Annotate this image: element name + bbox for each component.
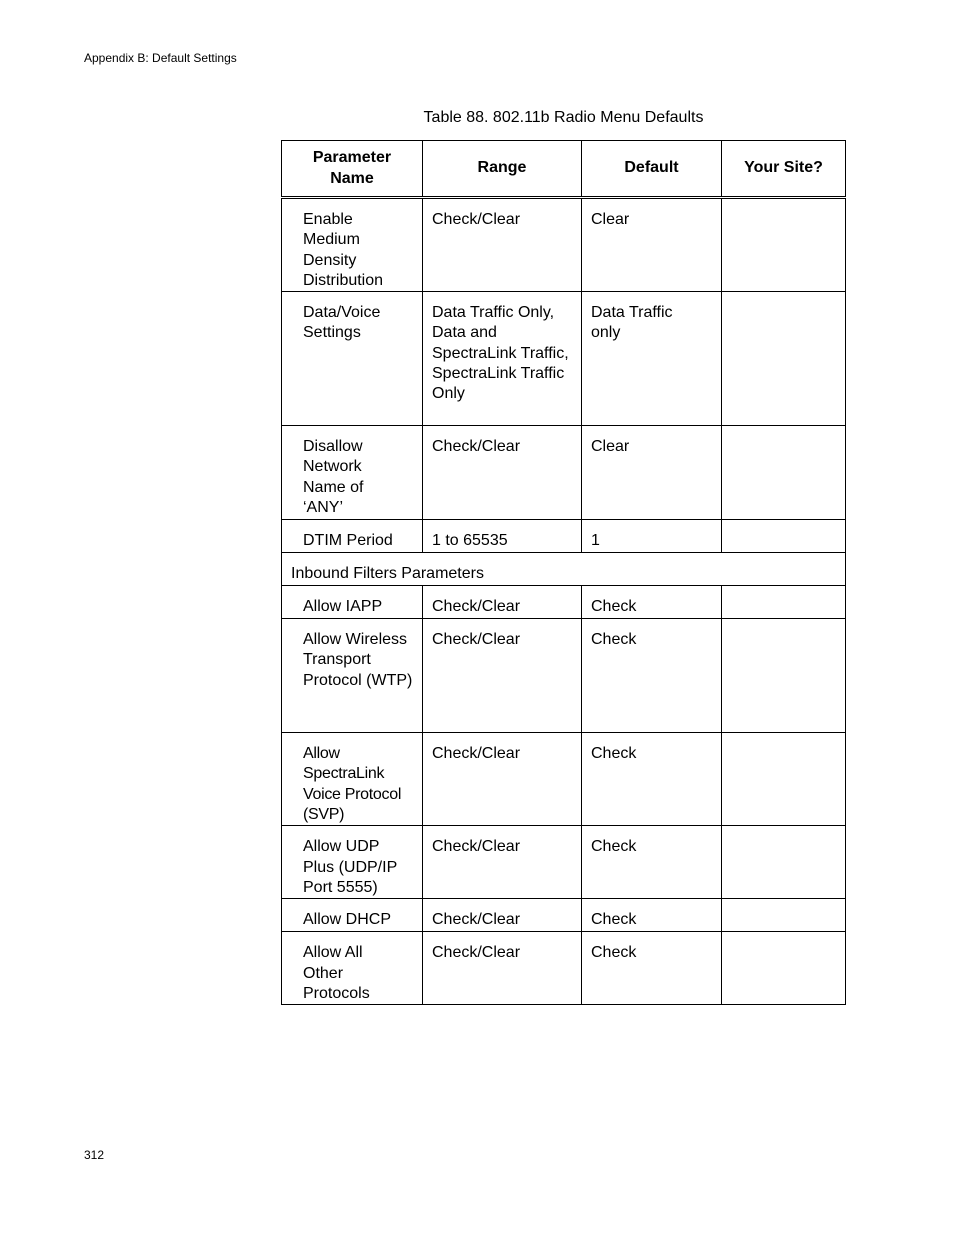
column-header-default: Default bbox=[582, 141, 722, 198]
cell-parameter-name: Allow SpectraLink Voice Protocol (SVP) bbox=[282, 733, 423, 826]
cell-default: Check bbox=[582, 826, 722, 899]
table-row bbox=[282, 520, 846, 553]
cell-default: Clear bbox=[582, 198, 722, 292]
cell-parameter-name: DTIM Period bbox=[282, 520, 423, 553]
cell-range: Check/Clear bbox=[423, 426, 582, 520]
column-header-range: Range bbox=[423, 141, 582, 198]
table-row bbox=[282, 198, 846, 292]
table-row bbox=[282, 426, 846, 520]
cell-your-site bbox=[722, 932, 846, 1005]
page-number: 312 bbox=[84, 1148, 105, 1162]
cell-default: Clear bbox=[582, 426, 722, 520]
cell-parameter-name: Allow UDP Plus (UDP/IP Port 5555) bbox=[282, 826, 423, 899]
cell-your-site bbox=[722, 520, 846, 553]
table-row bbox=[282, 899, 846, 932]
cell-parameter-name: Allow All Other Protocols bbox=[282, 932, 423, 1005]
cell-range: Check/Clear bbox=[423, 198, 582, 292]
cell-your-site bbox=[722, 899, 846, 932]
cell-parameter-name: Allow DHCP bbox=[282, 899, 423, 932]
table-row bbox=[282, 826, 846, 899]
cell-default: Check bbox=[582, 899, 722, 932]
column-header-parameter-name: Parameter Name bbox=[282, 141, 423, 198]
cell-your-site bbox=[722, 619, 846, 733]
cell-default: Check bbox=[582, 586, 722, 619]
table-section-row bbox=[282, 553, 846, 586]
cell-range: 1 to 65535 bbox=[423, 520, 582, 553]
cell-default: Check bbox=[582, 733, 722, 826]
cell-your-site bbox=[722, 586, 846, 619]
table-row bbox=[282, 733, 846, 826]
cell-range: Check/Clear bbox=[423, 619, 582, 733]
cell-your-site bbox=[722, 198, 846, 292]
table-body bbox=[282, 198, 846, 1005]
cell-range: Check/Clear bbox=[423, 899, 582, 932]
cell-default: Check bbox=[582, 619, 722, 733]
cell-parameter-name: Allow Wireless Transport Protocol (WTP) bbox=[282, 619, 423, 733]
column-header-your-site: Your Site? bbox=[722, 141, 846, 198]
cell-parameter-name: Allow IAPP bbox=[282, 586, 423, 619]
table-row bbox=[282, 292, 846, 426]
cell-parameter-name: Enable Medium Density Distribution bbox=[282, 198, 423, 292]
cell-your-site bbox=[722, 292, 846, 426]
cell-default: 1 bbox=[582, 520, 722, 553]
cell-range: Check/Clear bbox=[423, 586, 582, 619]
cell-range: Check/Clear bbox=[423, 932, 582, 1005]
cell-parameter-name: Disallow Network Name of ‘ANY’ bbox=[282, 426, 423, 520]
table-caption: Table 88. 802.11b Radio Menu Defaults bbox=[423, 109, 704, 126]
cell-range: Check/Clear bbox=[423, 826, 582, 899]
table-header bbox=[282, 141, 846, 198]
table-row bbox=[282, 932, 846, 1005]
running-head: Appendix B: Default Settings bbox=[84, 51, 237, 65]
table-row bbox=[282, 586, 846, 619]
cell-parameter-name: Data/Voice Settings bbox=[282, 292, 423, 426]
cell-your-site bbox=[722, 733, 846, 826]
cell-range: Data Traffic Only, Data and SpectraLink Traffic, SpectraLink Traffic Only bbox=[423, 292, 582, 426]
cell-range: Check/Clear bbox=[423, 733, 582, 826]
cell-your-site bbox=[722, 426, 846, 520]
defaults-table bbox=[281, 140, 846, 1005]
table-row bbox=[282, 619, 846, 733]
cell-your-site bbox=[722, 826, 846, 899]
cell-default: Check bbox=[582, 932, 722, 1005]
section-heading: Inbound Filters Parameters bbox=[282, 553, 846, 586]
cell-default: Data Traffic only bbox=[582, 292, 722, 426]
